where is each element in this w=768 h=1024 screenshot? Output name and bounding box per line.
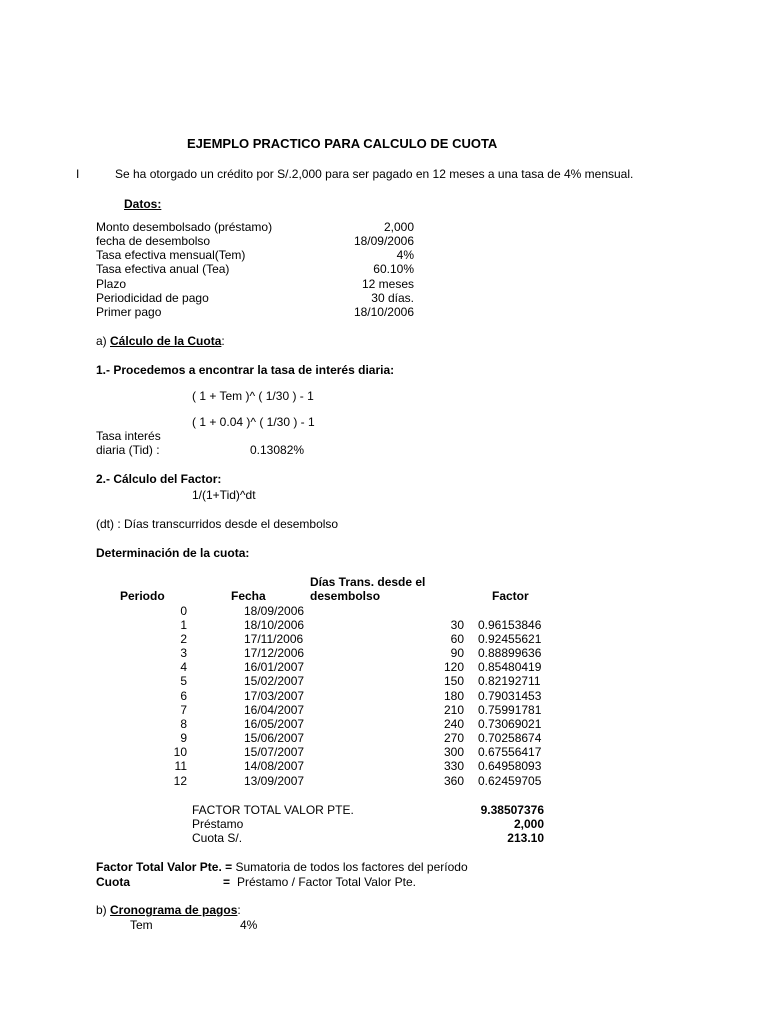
cell-fecha: 17/11/2006 <box>244 632 304 646</box>
cell-factor: 0.70258674 <box>478 731 542 745</box>
total-label: FACTOR TOTAL VALOR PTE. <box>192 803 354 817</box>
calc-cuota-suffix: : <box>221 334 225 348</box>
cell-periodo: 0 <box>180 604 187 618</box>
factor-formula: 1/(1+Tid)^dt <box>192 488 256 502</box>
calc-cuota-heading <box>96 334 225 348</box>
cell-factor: 0.67556417 <box>478 745 542 759</box>
cell-periodo: 3 <box>180 646 187 660</box>
cell-dias: 360 <box>443 774 464 788</box>
cell-fecha: 15/02/2007 <box>244 674 305 688</box>
cell-fecha: 16/04/2007 <box>244 703 305 717</box>
calc-cuota-title: Cálculo de la Cuota <box>110 334 222 348</box>
cell-factor: 0.85480419 <box>478 660 542 674</box>
determinacion-heading: Determinación de la cuota: <box>96 546 250 560</box>
cronograma-suffix: : <box>237 903 241 917</box>
datos-value: 12 meses <box>361 277 414 291</box>
cronograma-title: Cronograma de pagos <box>110 903 238 917</box>
cronograma-prefix: b) <box>96 903 107 917</box>
cell-periodo: 8 <box>180 717 187 731</box>
step1-formula-general: ( 1 + Tem )^ ( 1/30 ) - 1 <box>192 389 314 403</box>
cell-factor: 0.82192711 <box>478 674 541 688</box>
tid-value: 0.13082% <box>250 443 305 457</box>
intro-text: Se ha otorgado un crédito por S/.2,000 para ser pagado en 12 meses a una tasa de 4% mensual. <box>115 167 634 181</box>
cell-factor: 0.92455621 <box>478 632 542 646</box>
cell-periodo: 7 <box>180 703 187 717</box>
tid-label-line2: diaria (Tid) : <box>96 443 160 457</box>
cell-dias: 180 <box>443 689 464 703</box>
cell-factor: 0.62459705 <box>478 774 542 788</box>
datos-label: Monto desembolsado (préstamo) <box>96 220 273 234</box>
cell-dias: 300 <box>443 745 464 759</box>
total-label: Cuota S/. <box>192 831 243 845</box>
cell-dias: 150 <box>443 674 464 688</box>
datos-value: 2,000 <box>383 220 414 234</box>
total-value: 2,000 <box>513 817 544 831</box>
cell-fecha: 15/07/2007 <box>244 745 305 759</box>
datos-value: 4% <box>396 248 414 262</box>
cell-factor: 0.73069021 <box>478 717 542 731</box>
cell-dias: 60 <box>450 632 464 646</box>
cell-fecha: 18/09/2006 <box>244 604 305 618</box>
definition-factor <box>96 860 468 874</box>
dt-note: (dt) : Días transcurridos desde el desembolso <box>96 517 339 531</box>
datos-label: Tasa efectiva anual (Tea) <box>96 262 230 276</box>
cell-periodo: 12 <box>173 774 187 788</box>
col-header-dias-line2: desembolso <box>310 589 381 603</box>
total-value: 213.10 <box>507 831 544 845</box>
cell-periodo: 4 <box>180 660 187 674</box>
cell-periodo: 9 <box>180 731 187 745</box>
datos-value: 18/10/2006 <box>353 305 414 319</box>
cell-dias: 30 <box>450 618 464 632</box>
col-header-factor: Factor <box>492 589 529 603</box>
total-value: 9.38507376 <box>480 803 544 817</box>
cell-dias: 330 <box>443 759 464 773</box>
datos-label: Plazo <box>96 277 127 291</box>
cronograma-heading <box>96 903 241 917</box>
tem-value: 4% <box>240 918 258 932</box>
cell-dias: 120 <box>443 660 464 674</box>
datos-label: Tasa efectiva mensual(Tem) <box>96 248 246 262</box>
cell-fecha: 17/03/2007 <box>244 689 305 703</box>
cell-dias: 90 <box>450 646 464 660</box>
datos-value: 60.10% <box>373 262 414 276</box>
cell-fecha: 18/10/2006 <box>244 618 305 632</box>
col-header-fecha: Fecha <box>231 589 266 603</box>
col-header-dias: Días Trans. desde el <box>310 575 426 589</box>
cell-factor: 0.96153846 <box>478 618 542 632</box>
cell-periodo: 11 <box>174 759 187 773</box>
cell-periodo: 2 <box>180 632 187 646</box>
cell-fecha: 15/06/2007 <box>244 731 305 745</box>
datos-label: Periodicidad de pago <box>96 291 209 305</box>
definition-cuota-eq: = <box>223 875 231 889</box>
datos-label: Primer pago <box>96 305 162 319</box>
cell-periodo: 10 <box>173 745 187 759</box>
col-header-periodo: Periodo <box>120 589 165 603</box>
cell-fecha: 13/09/2007 <box>244 774 305 788</box>
cell-factor: 0.75991781 <box>478 703 542 717</box>
cell-dias: 210 <box>443 703 464 717</box>
tid-label-line1: Tasa interés <box>96 429 161 443</box>
cell-fecha: 14/08/2007 <box>244 759 305 773</box>
definition-cuota-term: Cuota <box>96 875 130 889</box>
step2-heading: 2.- Cálculo del Factor: <box>96 472 222 486</box>
calc-cuota-prefix: a) <box>96 334 107 348</box>
definition-factor-term: Factor Total Valor Pte. = <box>96 860 233 874</box>
cell-periodo: 1 <box>180 618 187 632</box>
datos-heading: Datos: <box>124 197 162 211</box>
cell-fecha: 16/01/2007 <box>244 660 305 674</box>
datos-label: fecha de desembolso <box>96 234 211 248</box>
datos-value: 30 días. <box>371 291 414 305</box>
cell-fecha: 16/05/2007 <box>244 717 305 731</box>
definition-cuota-text: Préstamo / Factor Total Valor Pte. <box>237 875 416 889</box>
step1-heading: 1.- Procedemos a encontrar la tasa de interés diaria: <box>96 363 395 377</box>
cell-fecha: 17/12/2006 <box>244 646 305 660</box>
cell-periodo: 6 <box>180 689 187 703</box>
section-marker: I <box>76 167 80 181</box>
cell-factor: 0.64958093 <box>478 759 542 773</box>
cell-dias: 270 <box>443 731 464 745</box>
cell-periodo: 5 <box>180 674 187 688</box>
cell-factor: 0.88899636 <box>478 646 542 660</box>
step1-formula-applied: ( 1 + 0.04 )^ ( 1/30 ) - 1 <box>192 415 315 429</box>
cell-dias: 240 <box>443 717 464 731</box>
datos-value: 18/09/2006 <box>353 234 414 248</box>
tem-label: Tem <box>130 918 153 932</box>
definition-factor-text: Sumatoria de todos los factores del período <box>232 860 468 874</box>
page-title: EJEMPLO PRACTICO PARA CALCULO DE CUOTA <box>187 136 498 151</box>
cell-factor: 0.79031453 <box>478 689 542 703</box>
total-label: Préstamo <box>192 817 244 831</box>
